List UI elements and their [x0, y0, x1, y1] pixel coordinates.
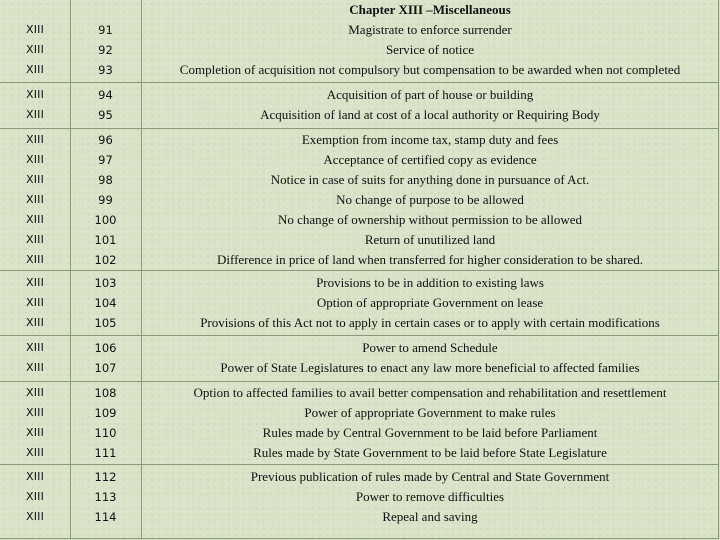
provision-text: Return of unutilized land [364, 231, 496, 247]
provision-text: Power of State Legislatures to enact any law more beneficial to affected families [220, 360, 640, 375]
provision-text: Magistrate to enforce surrender [348, 22, 512, 37]
chapter-cell: XIII [25, 490, 45, 503]
chapter-cell: XIII [25, 316, 45, 329]
row-group [0, 273, 718, 333]
row-group [0, 84, 718, 126]
provision-text: Difference in price of land when transferred for higher consideration to be shared. [216, 251, 644, 267]
provision-text: Completion of acquisition not compulsory but compensation to be awarded when not completed [179, 62, 681, 77]
section-number: 108 [94, 385, 117, 400]
provision-text: Acquisition of land at cost of a local authority or Requiring Body [260, 107, 600, 122]
section-number: 101 [94, 232, 117, 247]
section-number: 98 [98, 172, 113, 187]
row-group [0, 466, 718, 528]
section-number: 96 [98, 132, 113, 147]
provision-text: Power to amend Schedule [362, 340, 498, 355]
section-number: 107 [94, 361, 117, 375]
chapter-cell: XIII [25, 510, 45, 523]
chapter-cell: XIII [25, 425, 45, 439]
section-number: 112 [94, 470, 117, 484]
row-divider [0, 270, 718, 271]
chapter-cell: XIII [25, 470, 45, 483]
section-number: 111 [94, 445, 117, 460]
section-number: 92 [98, 43, 113, 57]
chapter-cell: XIII [25, 108, 45, 121]
provision-text: Rules made by State Government to be laid before State Legislature [253, 444, 607, 460]
section-number: 93 [98, 63, 113, 77]
row-divider [0, 82, 718, 83]
section-number: 106 [94, 341, 117, 355]
section-number: 94 [98, 88, 113, 102]
section-number: 109 [94, 405, 117, 420]
section-number: 102 [94, 252, 117, 267]
row-group [0, 337, 718, 379]
provision-text: No change of purpose to be allowed [336, 191, 524, 207]
chapter-cell: XIII [25, 43, 45, 56]
provision-text: Provisions to be in addition to existing laws [316, 275, 544, 290]
chapter-cell: XIII [25, 88, 45, 101]
provision-text: Exemption from income tax, stamp duty and fees [301, 131, 559, 147]
provision-text: Option of appropriate Government on lease [316, 295, 544, 310]
chapter-cell: XIII [25, 252, 45, 266]
row-group [0, 131, 718, 268]
section-number: 97 [98, 152, 113, 167]
chapter-cell: XIII [25, 405, 45, 419]
section-number: 99 [98, 192, 113, 207]
chapter-cell: XIII [25, 23, 45, 36]
chapter-cell: XIII [25, 152, 45, 166]
chapter-cell: XIII [25, 232, 45, 246]
chapter-cell: XIII [25, 172, 45, 186]
row-divider [0, 335, 718, 336]
provision-text: Previous publication of rules made by Central and State Government [250, 469, 610, 484]
provision-text: Power of appropriate Government to make rules [304, 404, 556, 420]
chapter-cell: XIII [25, 192, 45, 206]
provision-text: Rules made by Central Government to be laid before Parliament [262, 424, 598, 440]
provision-text: Notice in case of suits for anything done in pursuance of Act. [270, 171, 590, 187]
row-divider [0, 464, 718, 465]
row-group [0, 20, 718, 80]
provision-text: Service of notice [385, 42, 475, 57]
chapter-cell: XIII [25, 276, 45, 289]
chapter-cell: XIII [25, 63, 45, 76]
provision-text: Provisions of this Act not to apply in certain cases or to apply with certain modifications [200, 315, 660, 330]
section-number: 105 [94, 316, 117, 330]
chapter-cell: XIII [25, 341, 45, 354]
provision-text: Option to affected families to avail better compensation and rehabilitation and resettlement [193, 384, 667, 400]
section-number: 113 [94, 490, 117, 504]
section-number: 95 [98, 108, 113, 122]
provision-text: Repeal and saving [382, 509, 478, 524]
provision-text: No change of ownership without permission to be allowed [278, 211, 582, 227]
chapter-cell: XIII [25, 385, 45, 399]
section-number: 91 [98, 23, 113, 37]
chapter-cell: XIII [25, 132, 45, 146]
section-number: 100 [94, 212, 117, 227]
provision-text: Acceptance of certified copy as evidence [323, 151, 537, 167]
section-number: 114 [94, 510, 117, 524]
chapter-cell: XIII [25, 212, 45, 226]
chapter-cell: XIII [25, 296, 45, 309]
chapter-cell: XIII [25, 361, 45, 374]
chapter-title: Chapter XIII –Miscellaneous [349, 2, 511, 17]
provision-text: Acquisition of part of house or building [326, 87, 534, 102]
section-number: 104 [94, 296, 117, 310]
provision-text: Power to remove difficulties [355, 489, 505, 504]
row-group [0, 383, 718, 462]
section-number: 110 [94, 425, 117, 440]
chapter-cell: XIII [25, 445, 45, 459]
section-number: 103 [94, 276, 117, 290]
